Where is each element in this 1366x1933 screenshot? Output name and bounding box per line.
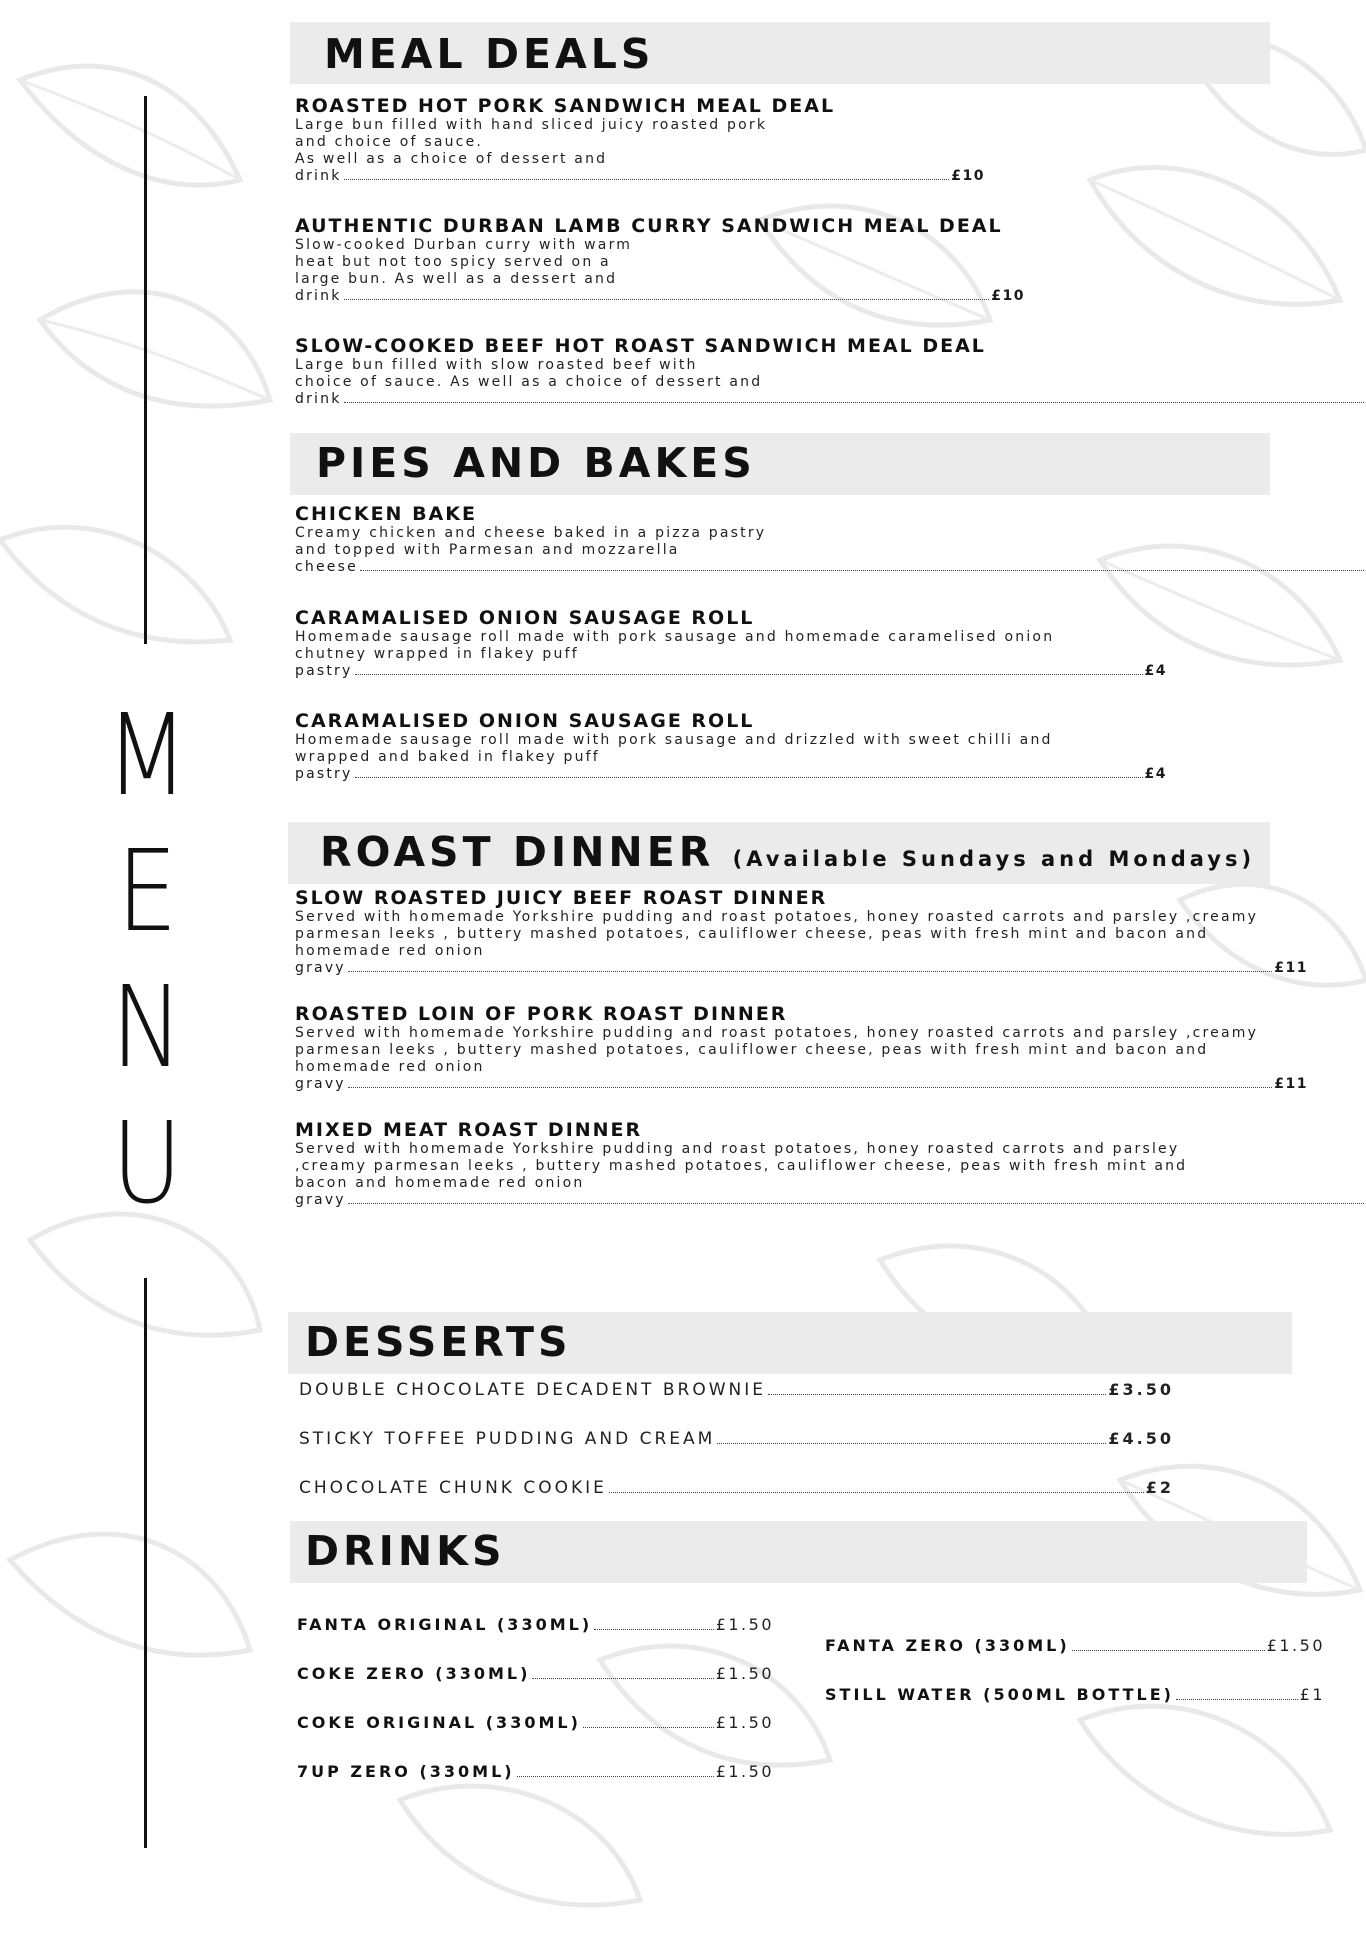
dot-leader — [348, 1087, 1272, 1088]
item-description: chutney wrapped in flakey puff — [295, 646, 579, 662]
item-description: pastry — [295, 663, 353, 679]
drink-name: FANTA ORIGINAL (330ML) — [297, 1615, 593, 1634]
item-description: drink — [295, 168, 342, 184]
dessert-name: DOUBLE CHOCOLATE DECADENT BROWNIE — [299, 1380, 766, 1400]
price-line — [295, 960, 1308, 977]
dot-leader — [594, 1629, 714, 1630]
item-description: wrapped and baked in flakey puff — [295, 749, 600, 765]
dot-leader — [344, 299, 990, 300]
drink-price: £1.50 — [715, 1664, 774, 1683]
drink-item — [297, 1664, 774, 1683]
drink-name: 7UP ZERO (330ML) — [297, 1762, 515, 1781]
side-rule-bottom — [144, 1278, 147, 1848]
item-name: CARAMALISED ONION SAUSAGE ROLL — [295, 710, 755, 732]
item-description: parmesan leeks , buttery mashed potatoes, cauliflower cheese, peas with fresh mint and bacon and — [295, 1042, 1209, 1058]
drink-name: COKE ORIGINAL (330ML) — [297, 1713, 581, 1732]
roast-title — [320, 828, 1256, 876]
menu-item — [295, 608, 1167, 680]
item-description: Large bun filled with hand sliced juicy roasted pork — [295, 117, 768, 133]
drink-name: FANTA ZERO (330ML) — [825, 1636, 1070, 1655]
pies-title: PIES AND BAKES — [316, 439, 756, 487]
item-description: and choice of sauce. — [295, 134, 484, 150]
dot-leader — [344, 402, 1364, 403]
drink-price: £1.50 — [1266, 1636, 1325, 1655]
item-name: SLOW ROASTED JUICY BEEF ROAST DINNER — [295, 887, 828, 909]
drink-name: COKE ZERO (330ML) — [297, 1664, 531, 1683]
desserts-title: DESSERTS — [305, 1318, 572, 1366]
roast-title-text: ROAST DINNER — [320, 828, 715, 876]
dot-leader — [1176, 1699, 1298, 1700]
drink-price: £1.50 — [715, 1713, 774, 1732]
menu-letter-e: E — [116, 827, 178, 957]
item-description: Served with homemade Yorkshire pudding and roast potatoes, honey roasted carrots and parsley ,creamy — [295, 1025, 1259, 1041]
drink-item — [297, 1762, 774, 1781]
item-price: £10 — [991, 288, 1025, 304]
menu-item — [295, 1004, 1308, 1093]
drinks-title: DRINKS — [305, 1527, 506, 1575]
price-line — [295, 1076, 1308, 1093]
item-description: Homemade sausage roll made with pork sausage and drizzled with sweet chilli and — [295, 732, 1053, 748]
item-description: large bun. As well as a dessert and — [295, 271, 618, 287]
drink-price: £1.50 — [715, 1615, 774, 1634]
menu-item — [295, 711, 1167, 783]
roast-availability: (Available Sundays and Mondays) — [732, 847, 1256, 871]
drink-item — [825, 1685, 1325, 1704]
item-name: CARAMALISED ONION SAUSAGE ROLL — [295, 607, 755, 629]
item-description: Creamy chicken and cheese baked in a pizza pastry — [295, 525, 767, 541]
item-name: ROASTED HOT PORK SANDWICH MEAL DEAL — [295, 95, 836, 117]
item-description: choice of sauce. As well as a choice of dessert and — [295, 374, 763, 390]
dessert-item — [299, 1380, 1174, 1400]
item-description: gravy — [295, 1076, 346, 1092]
item-description: gravy — [295, 1192, 346, 1208]
item-name: SLOW-COOKED BEEF HOT ROAST SANDWICH MEAL DEAL — [295, 335, 986, 357]
item-description: As well as a choice of dessert and — [295, 151, 608, 167]
dot-leader — [583, 1727, 714, 1728]
dot-leader — [1072, 1650, 1265, 1651]
dot-leader — [344, 179, 950, 180]
menu-item — [295, 888, 1308, 977]
menu-item — [295, 216, 1025, 305]
drink-item — [297, 1615, 774, 1634]
item-name: CHICKEN BAKE — [295, 503, 477, 525]
item-description: drink — [295, 391, 342, 407]
item-description: parmesan leeks , buttery mashed potatoes, cauliflower cheese, peas with fresh mint and bacon and — [295, 926, 1209, 942]
item-price: £11 — [1274, 960, 1308, 976]
dessert-price: £4.50 — [1108, 1429, 1174, 1448]
menu-item — [295, 1120, 1366, 1209]
drink-price: £1 — [1299, 1685, 1325, 1704]
price-line — [295, 559, 1366, 576]
item-description: pastry — [295, 766, 353, 782]
drink-item — [825, 1636, 1325, 1655]
price-line — [295, 663, 1167, 680]
menu-letter-u: U — [111, 1099, 183, 1229]
dessert-name: CHOCOLATE CHUNK COOKIE — [299, 1478, 607, 1498]
drink-price: £1.50 — [715, 1762, 774, 1781]
dot-leader — [532, 1678, 713, 1679]
dot-leader — [517, 1776, 714, 1777]
meal-deals-title: MEAL DEALS — [324, 30, 655, 78]
dessert-price: £3.50 — [1108, 1380, 1174, 1399]
item-description: drink — [295, 288, 342, 304]
item-description: and topped with Parmesan and mozzarella — [295, 542, 680, 558]
item-description: ,creamy parmesan leeks , buttery mashed potatoes, cauliflower cheese, peas with fresh mint and — [295, 1158, 1188, 1174]
item-price: £4 — [1144, 766, 1167, 782]
item-description: cheese — [295, 559, 358, 575]
menu-item — [295, 336, 1366, 408]
menu-item — [295, 96, 985, 185]
drink-item — [297, 1713, 774, 1732]
menu-item — [295, 504, 1366, 576]
dessert-name: STICKY TOFFEE PUDDING AND CREAM — [299, 1429, 716, 1449]
drink-name: STILL WATER (500ML BOTTLE) — [825, 1685, 1174, 1704]
item-description: Served with homemade Yorkshire pudding and roast potatoes, honey roasted carrots and parsley — [295, 1141, 1180, 1157]
item-price: £4 — [1144, 663, 1167, 679]
dot-leader — [717, 1443, 1106, 1444]
side-rule-top — [144, 96, 147, 644]
price-line — [295, 391, 1366, 408]
price-line — [295, 288, 1025, 305]
menu-letter-m: M — [105, 691, 189, 821]
dot-leader — [609, 1492, 1144, 1493]
item-description: gravy — [295, 960, 346, 976]
item-description: Served with homemade Yorkshire pudding and roast potatoes, honey roasted carrots and parsley ,creamy — [295, 909, 1259, 925]
price-line — [295, 1192, 1366, 1209]
item-price: £10 — [951, 168, 985, 184]
item-description: Slow-cooked Durban curry with warm — [295, 237, 633, 253]
price-line — [295, 766, 1167, 783]
item-price: £11 — [1274, 1076, 1308, 1092]
item-name: ROASTED LOIN OF PORK ROAST DINNER — [295, 1003, 788, 1025]
dot-leader — [348, 1203, 1364, 1204]
item-description: Homemade sausage roll made with pork sausage and homemade caramelised onion — [295, 629, 1055, 645]
dessert-price: £2 — [1145, 1478, 1174, 1497]
item-description: homemade red onion — [295, 1059, 485, 1075]
dot-leader — [360, 570, 1364, 571]
item-name: MIXED MEAT ROAST DINNER — [295, 1119, 643, 1141]
dot-leader — [768, 1394, 1106, 1395]
price-line — [295, 168, 985, 185]
item-description: heat but not too spicy served on a — [295, 254, 611, 270]
item-description: Large bun filled with slow roasted beef with — [295, 357, 698, 373]
item-description: bacon and homemade red onion — [295, 1175, 585, 1191]
menu-letter-n: N — [110, 963, 184, 1093]
dessert-item — [299, 1478, 1174, 1498]
item-name: AUTHENTIC DURBAN LAMB CURRY SANDWICH MEAL DEAL — [295, 215, 1003, 237]
item-description: homemade red onion — [295, 943, 485, 959]
dot-leader — [355, 674, 1143, 675]
dessert-item — [299, 1429, 1174, 1449]
dot-leader — [348, 971, 1272, 972]
dot-leader — [355, 777, 1143, 778]
